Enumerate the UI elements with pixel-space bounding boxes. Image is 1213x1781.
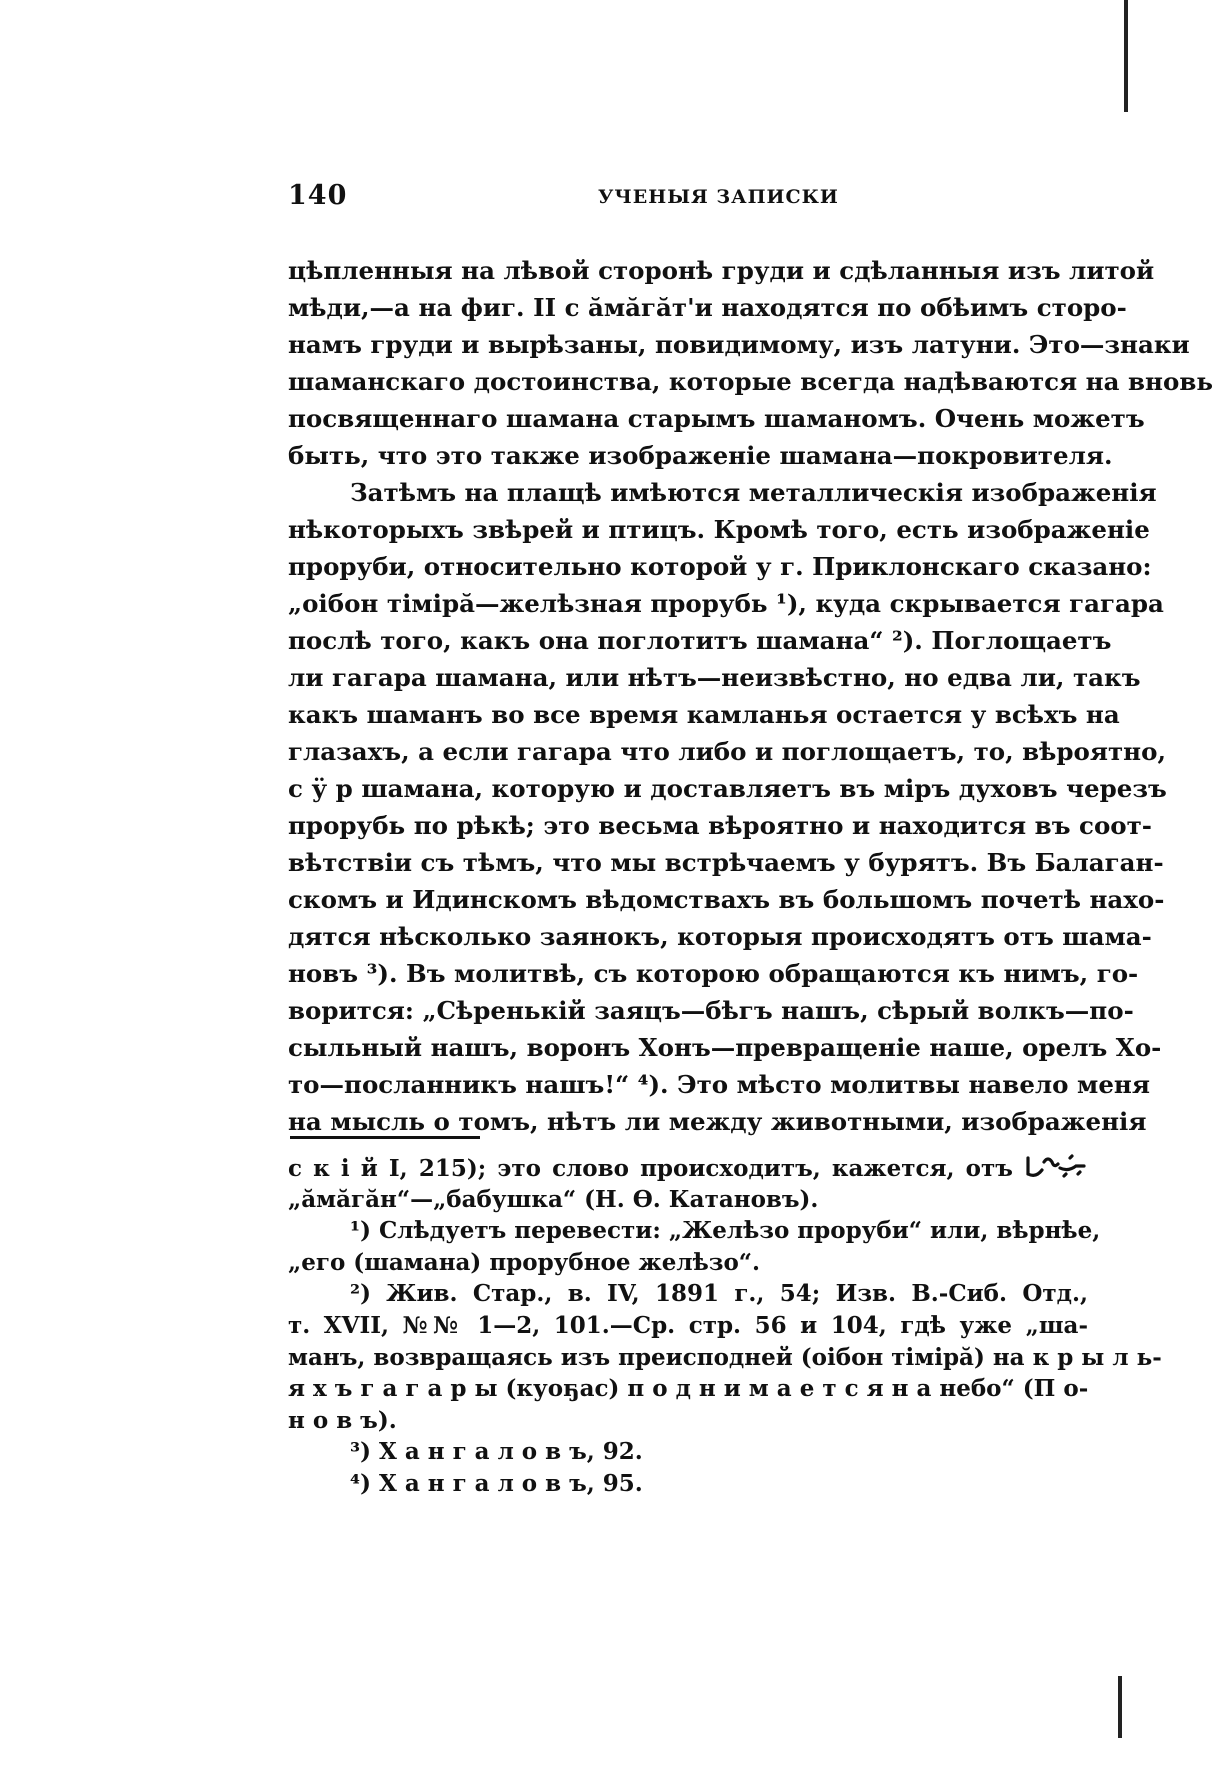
footnote-1: ¹) Слѣдуетъ перевести: „Желѣзо проруби“ или, вѣрнѣе, — [350, 1217, 1101, 1245]
text-line: шаманскаго достоинства, которые всегда надѣваются на вновь — [288, 367, 1213, 396]
text-line: сыльный нашъ, воронъ Хонъ—превращеніе наше, орелъ Хо- — [288, 1033, 1162, 1062]
footnote-separator — [290, 1136, 480, 1139]
footnote-text: с к і й I, 215); это слово происходитъ, кажется, отъ — [288, 1155, 1013, 1182]
text-line: намъ груди и вырѣзаны, повидимому, изъ латуни. Это—знаки — [288, 330, 1190, 359]
text-line: ли гагара шамана, или нѣтъ—неизвѣстно, но едва ли, такъ — [288, 663, 1141, 692]
text-line: цѣпленныя на лѣвой сторонѣ груди и сдѣланныя изъ литой — [288, 256, 1155, 285]
text-line: скомъ и Идинскомъ вѣдомствахъ въ большомъ почетѣ нахо- — [288, 885, 1165, 914]
text-line: вѣтствіи съ тѣмъ, что мы встрѣчаемъ у бурятъ. Въ Балаган- — [288, 848, 1164, 877]
footnote-3: ³) Х а н г а л о в ъ, 92. — [350, 1438, 643, 1466]
text-line: Затѣмъ на плащѣ имѣются металлическія изображенія — [350, 478, 1157, 507]
footnote-continuation-line — [288, 1152, 1088, 1184]
text-line: ворится: „Сѣренькій заяцъ—бѣгъ нашъ, сѣрый волкъ—по- — [288, 996, 1134, 1025]
running-title: УЧЕНЫЯ ЗАПИСКИ — [598, 186, 839, 208]
text-line: глазахъ, а если гагара что либо и поглощаетъ, то, вѣроятно, — [288, 737, 1166, 766]
text-line: нѣкоторыхъ звѣрей и птицъ. Кромѣ того, есть изображеніе — [288, 515, 1150, 544]
footnote-2-continued: н о в ъ). — [288, 1406, 397, 1434]
text-line: проруби, относительно которой у г. Приклонскаго сказано: — [288, 552, 1152, 581]
text-line: какъ шаманъ во все время камланья остается у всѣхъ на — [288, 700, 1120, 729]
text-line: на мысль о томъ, нѣтъ ли между животными, изображенія — [288, 1107, 1147, 1136]
text-line: дятся нѣсколько заянокъ, которыя происходятъ отъ шама- — [288, 922, 1152, 951]
text-line: посвященнаго шамана старымъ шаманомъ. Очень можетъ — [288, 404, 1145, 433]
text-line: „оiбон тiмiрӑ—желѣзная прорубь ¹), куда скрывается гагара — [288, 589, 1164, 618]
text-line: мѣди,—а на фиг. II с ӑмӑгӑт'и находятся по обѣимъ сторо- — [288, 293, 1127, 322]
scan-edge-mark-bottom — [1118, 1676, 1122, 1738]
text-line: новъ ³). Въ молитвѣ, съ которою обращаются къ нимъ, го- — [288, 959, 1139, 988]
footnote-2-continued: я х ъ г а г а р ы (куоҕас) п о д н и м а е т с я н а небо“ (П о- — [288, 1375, 1089, 1403]
arabic-script-word-icon — [1024, 1152, 1088, 1180]
footnote-1-continued: „его (шамана) прорубное желѣзо“. — [288, 1248, 761, 1276]
text-line: с ӱ р шамана, которую и доставляетъ въ міръ духовъ черезъ — [288, 774, 1167, 803]
footnote-2: ²) Жив. Стар., в. IV, 1891 г., 54; Изв. В.-Сиб. Отд., — [350, 1280, 1088, 1308]
main-text — [288, 252, 1213, 1140]
footnote-2-continued: манъ, возвращаясь изъ преисподней (оiбон тiмiрӑ) на к р ы л ь- — [288, 1343, 1162, 1371]
scan-edge-mark-top — [1124, 0, 1128, 112]
page-number: 140 — [288, 180, 348, 211]
footnote-2-continued: т. XVII, №№ 1—2, 101.—Ср. стр. 56 и 104, гдѣ уже „ша- — [288, 1311, 1088, 1339]
text-line: прорубь по рѣкѣ; это весьма вѣроятно и находится въ соот- — [288, 811, 1152, 840]
page-header — [288, 180, 1094, 220]
footnotes — [288, 1152, 1162, 1500]
text-line: быть, что это также изображеніе шамана—покровителя. — [288, 441, 1113, 470]
footnote-4: ⁴) Х а н г а л о в ъ, 95. — [350, 1469, 643, 1497]
text-line: то—посланникъ нашъ!“ ⁴). Это мѣсто молитвы навело меня — [288, 1070, 1150, 1099]
text-line: послѣ того, какъ она поглотитъ шамана“ ²). Поглощаетъ — [288, 626, 1112, 655]
footnote-continuation-line: „ӑмӑгӑн“—„бабушка“ (Н. Ѳ. Катановъ). — [288, 1185, 819, 1213]
